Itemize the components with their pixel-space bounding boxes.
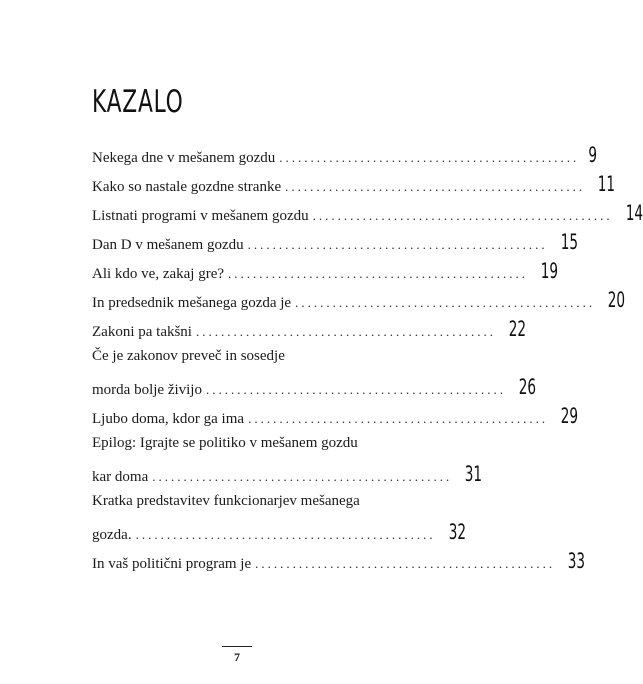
- leader-dots: ................................................: [248, 411, 549, 426]
- toc-page-number: 29: [560, 404, 579, 428]
- leader-dots: ................................................: [195, 324, 496, 339]
- page-number: 7: [234, 650, 240, 664]
- toc-entry-title: gozda.: [92, 527, 132, 543]
- leader-dots: ................................................: [279, 150, 580, 165]
- toc-page-number: 22: [508, 317, 527, 341]
- toc-entry-title: Nekega dne v mešanem gozdu: [92, 150, 276, 166]
- toc-entry: [92, 230, 578, 261]
- toc-entry-title: Kratka predstavitev funkcionarjev mešanega: [92, 493, 360, 509]
- toc-page-number: 33: [567, 549, 586, 573]
- leader-dots: ................................................: [285, 179, 586, 194]
- toc-entry-title: In predsednik mešanega gozda je: [92, 295, 292, 311]
- toc-page-number: 20: [607, 288, 626, 312]
- toc-entry: [92, 201, 643, 232]
- toc-entry-continued: [92, 348, 373, 377]
- toc-entry-title: Ali kdo ve, zakaj gre?: [92, 266, 225, 282]
- toc-entry: [92, 549, 586, 580]
- toc-entry-title: Če je zakonov preveč in sosedje: [92, 348, 285, 364]
- folio-rule: [222, 646, 252, 647]
- toc-entry-title: Epilog: Igrajte se politiko v mešanem gozdu: [92, 435, 358, 451]
- toc-entry-title: Dan D v mešanem gozdu: [92, 237, 244, 253]
- toc-entry-title: In vaš politični program je: [92, 556, 252, 572]
- toc-page-number: 26: [518, 375, 537, 399]
- toc-entry: [92, 317, 527, 348]
- toc-page-number: 15: [560, 230, 578, 254]
- toc-entry: [92, 462, 483, 493]
- toc-entry-continued: [92, 435, 373, 464]
- leader-dots: ................................................: [152, 469, 453, 484]
- page-title: KAZALO: [92, 84, 184, 120]
- toc-page-number: 31: [464, 462, 483, 486]
- toc-entry: [92, 288, 626, 319]
- toc-entry: [92, 404, 579, 435]
- toc-entry: [92, 172, 616, 203]
- leader-dots: ................................................: [205, 382, 506, 397]
- toc-entry-title: Listnati programi v mešanem gozdu: [92, 208, 309, 224]
- toc-entry-title: kar doma: [92, 469, 149, 485]
- leader-dots: ................................................: [135, 527, 436, 542]
- toc-entry: [92, 520, 466, 551]
- leader-dots: ................................................: [255, 556, 556, 571]
- table-of-contents: [92, 143, 643, 580]
- leader-dots: ................................................: [312, 208, 613, 223]
- leader-dots: ................................................: [228, 266, 529, 281]
- toc-entry: [92, 375, 537, 406]
- toc-entry-continued: [92, 493, 373, 522]
- toc-page-number: 14: [625, 201, 643, 225]
- toc-entry-title: Kako so nastale gozdne stranke: [92, 179, 282, 195]
- toc-entry-title: Zakoni pa takšni: [92, 324, 192, 340]
- toc-page-number: 32: [448, 520, 466, 544]
- leader-dots: ................................................: [295, 295, 596, 310]
- toc-entry-title: Ljubo doma, kdor ga ima: [92, 411, 245, 427]
- toc-page-number: 11: [597, 172, 616, 196]
- toc-entry-title: morda bolje živijo: [92, 382, 202, 398]
- toc-page-number: 9: [588, 143, 598, 167]
- toc-entry: [92, 143, 598, 174]
- leader-dots: ................................................: [247, 237, 548, 252]
- toc-entry: [92, 259, 559, 290]
- toc-page-number: 19: [540, 259, 559, 283]
